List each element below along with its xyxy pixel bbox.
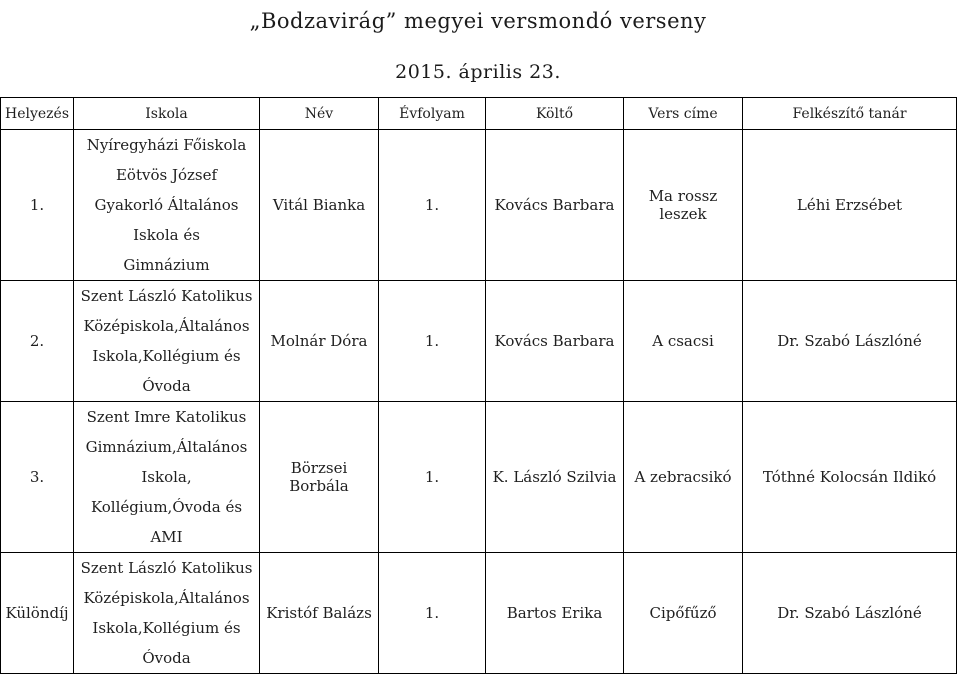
cell-nev: Börzsei Borbála — [260, 402, 379, 553]
school-line: Gyakorló Általános Iskola és — [94, 196, 239, 244]
cell-nev: Molnár Dóra — [260, 281, 379, 402]
cell-nev: Kristóf Balázs — [260, 553, 379, 674]
column-header-helyezes: Helyezés — [1, 98, 74, 130]
cell-kolto: K. László Szilvia — [486, 402, 624, 553]
cell-evfolyam: 1. — [379, 402, 486, 553]
school-line: Iskola,Kollégium és Óvoda — [92, 619, 241, 667]
school-line: Gimnázium,Általános Iskola, — [85, 438, 248, 486]
results-table — [0, 97, 957, 674]
cell-iskola — [74, 553, 260, 674]
column-header-iskola: Iskola — [74, 98, 260, 130]
table-row — [1, 130, 957, 281]
school-line: Iskola,Kollégium és Óvoda — [92, 347, 241, 395]
school-line: Középiskola,Általános — [83, 317, 250, 335]
school-line: Kollégium,Óvoda és AMI — [90, 498, 243, 546]
cell-iskola — [74, 130, 260, 281]
cell-vers-cime: A zebracsikó — [624, 402, 743, 553]
document-date: 2015. április 23. — [395, 61, 561, 83]
table-row — [1, 553, 957, 674]
cell-iskola — [74, 402, 260, 553]
cell-evfolyam: 1. — [379, 553, 486, 674]
column-header-evfolyam: Évfolyam — [379, 98, 486, 130]
cell-nev: Vitál Bianka — [260, 130, 379, 281]
cell-helyezes: 3. — [1, 402, 74, 553]
cell-helyezes: Különdíj — [1, 553, 74, 674]
column-header-vers-cime: Vers címe — [624, 98, 743, 130]
cell-kolto: Kovács Barbara — [486, 281, 624, 402]
cell-helyezes: 1. — [1, 130, 74, 281]
school-line: Szent Imre Katolikus — [86, 408, 247, 426]
cell-felkeszito-tanar: Tóthné Kolocsán Ildikó — [743, 402, 957, 553]
cell-felkeszito-tanar: Dr. Szabó Lászlóné — [743, 553, 957, 674]
cell-helyezes: 2. — [1, 281, 74, 402]
school-line: Középiskola,Általános — [83, 589, 250, 607]
school-line: Szent László Katolikus — [80, 559, 253, 577]
cell-kolto: Kovács Barbara — [486, 130, 624, 281]
header-row — [1, 98, 957, 130]
cell-iskola — [74, 281, 260, 402]
column-header-felkeszito-tanar: Felkészítő tanár — [743, 98, 957, 130]
table-row — [1, 402, 957, 553]
document-title: „Bodzavirág” megyei versmondó verseny — [249, 9, 707, 33]
cell-evfolyam: 1. — [379, 130, 486, 281]
school-line: Szent László Katolikus — [80, 287, 253, 305]
cell-vers-cime: Cipőfűző — [624, 553, 743, 674]
cell-kolto: Bartos Erika — [486, 553, 624, 674]
school-line: Nyíregyházi Főiskola Eötvös József — [86, 136, 247, 184]
cell-vers-cime: A csacsi — [624, 281, 743, 402]
cell-evfolyam: 1. — [379, 281, 486, 402]
cell-felkeszito-tanar: Léhi Erzsébet — [743, 130, 957, 281]
cell-vers-cime: Ma rossz leszek — [624, 130, 743, 281]
column-header-kolto: Költő — [486, 98, 624, 130]
table-row — [1, 281, 957, 402]
school-line: Gimnázium — [123, 256, 210, 274]
cell-felkeszito-tanar: Dr. Szabó Lászlóné — [743, 281, 957, 402]
column-header-nev: Név — [260, 98, 379, 130]
